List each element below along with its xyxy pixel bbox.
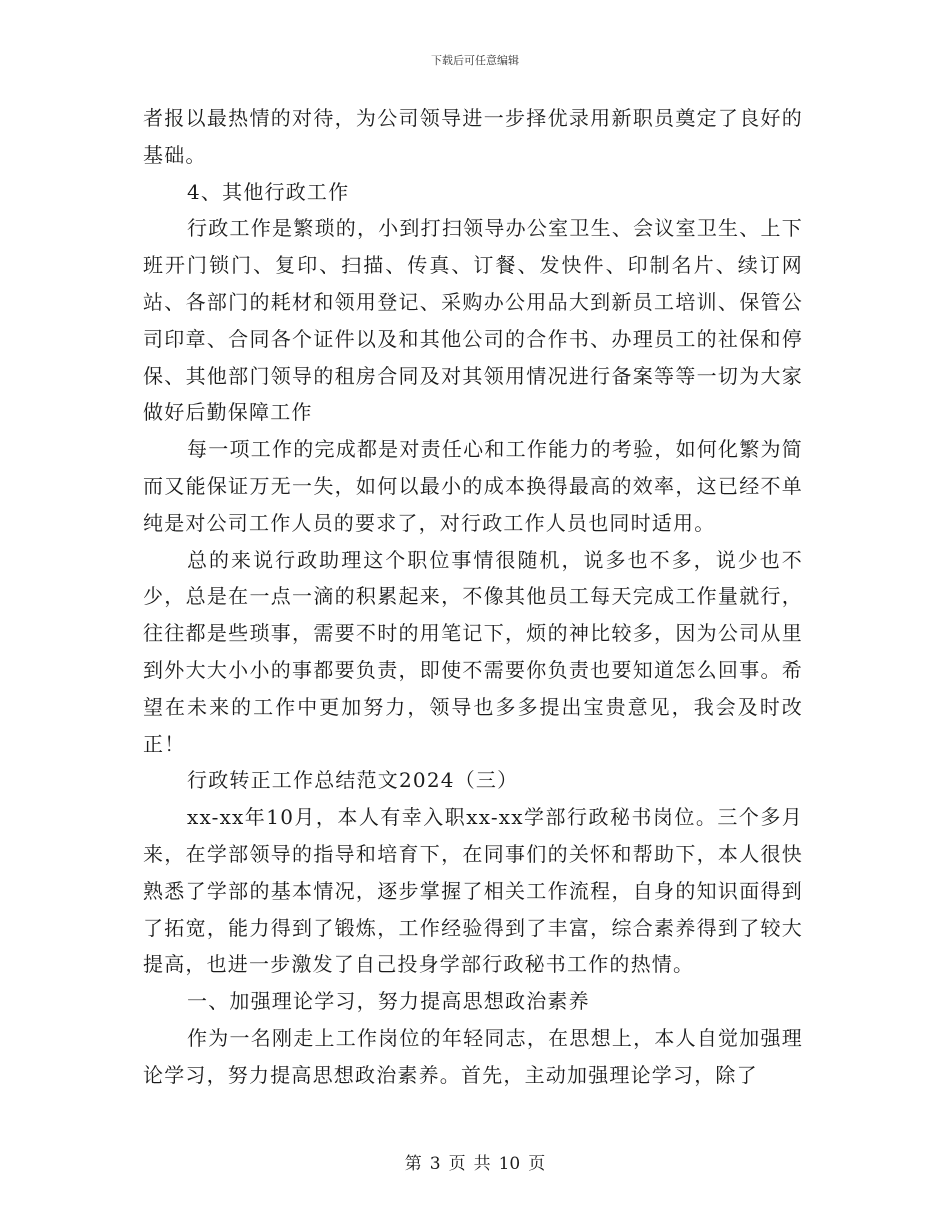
footer-page-prefix: 第 bbox=[404, 1154, 422, 1174]
section-heading-theory-study: 一、加强理论学习，努力提高思想政治素养 bbox=[187, 989, 590, 1014]
page-header-note: 下载后可任意编辑 bbox=[431, 54, 519, 67]
footer-total-pages: 10 bbox=[498, 1154, 521, 1174]
paragraph-admin-tasks: 行政工作是繁琐的，小到打扫领导办公室卫生、会议室卫生、上下班开门锁门、复印、扫描、传真、订餐、发快件、印制名片、续订网站、各部门的耗材和领用登记、采购办公用品大到新员工培训、保管公司印章、合同各个证件以及和其他公司的合作书、办理员工的社保和停保、其他部门领导的租房合同及对其领用情况进行备案等等一切为大家做好后勤保障工作 bbox=[143, 216, 803, 425]
paragraph-summary: 总的来说行政助理这个职位事情很随机，说多也不多，说少也不少，总是在一点一滴的积累起来，不像其他员工每天完成工作量就行，往往都是些琐事，需要不时的用笔记下，烦的神比较多，因为公司从里到外大大小小的事都要负责，即使不需要你负责也要知道怎么回事。希望在未来的工作中更加努力，领导也多多提出宝贵意见，我会及时改正！ bbox=[143, 547, 803, 756]
page-number-footer bbox=[0, 1153, 950, 1175]
section-heading-other-admin-work: 4、其他行政工作 bbox=[187, 179, 350, 204]
paragraph-introduction: xx-xx年10月，本人有幸入职xx-xx学部行政秘书岗位。三个多月来，在学部领导的指导和培育下，在同事们的关怀和帮助下，本人很快熟悉了学部的基本情况，逐步掌握了相关工作流程，自身的知识面得到了拓宽，能力得到了锻炼，工作经验得到了丰富，综合素养得到了较大提高，也进一步激发了自己投身学部行政秘书工作的热情。 bbox=[143, 805, 803, 977]
footer-total-prefix: 共 bbox=[473, 1154, 491, 1174]
paragraph-theory-study: 作为一名刚走上工作岗位的年轻同志，在思想上，本人自觉加强理论学习，努力提高思想政治素养。首先，主动加强理论学习，除了 bbox=[143, 1025, 803, 1087]
paragraph-responsibility: 每一项工作的完成都是对责任心和工作能力的考验，如何化繁为简而又能保证万无一失，如何以最小的成本换得最高的效率，这已经不单纯是对公司工作人员的要求了，对行政工作人员也同时适用。 bbox=[143, 437, 803, 535]
document-body bbox=[143, 100, 803, 1094]
footer-current-page: 3 bbox=[429, 1154, 441, 1174]
footer-page-suffix: 页 bbox=[528, 1154, 546, 1174]
footer-page-mid: 页 bbox=[448, 1154, 466, 1174]
paragraph-continuation: 者报以最热情的对待，为公司领导进一步择优录用新职员奠定了良好的基础。 bbox=[143, 106, 803, 167]
section-title-sample-three: 行政转正工作总结范文2024（三） bbox=[187, 768, 519, 793]
